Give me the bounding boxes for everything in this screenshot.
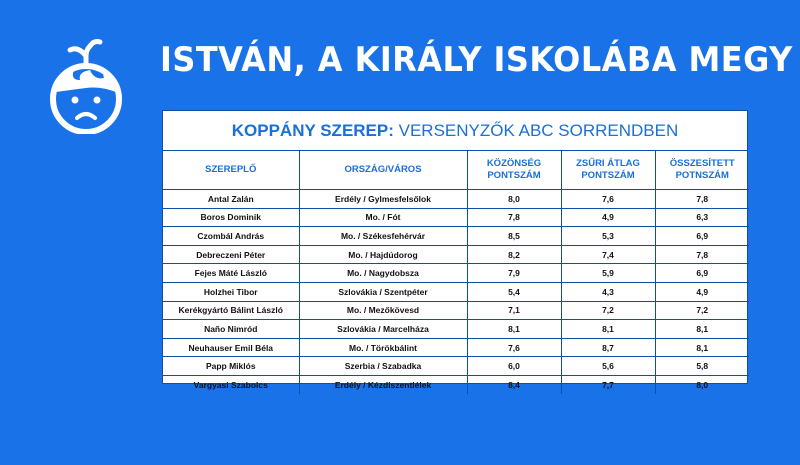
table-row — [163, 208, 749, 227]
cell-country: Szlovákia / Marcelháza — [299, 320, 467, 339]
cell-jury: 5,6 — [561, 357, 655, 376]
cell-country: Erdély / Kézdiszentlélek — [299, 375, 467, 393]
cell-name: Naño Nimród — [163, 320, 299, 339]
header-name: SZEREPLŐ — [163, 151, 299, 190]
cell-name: Czombál András — [163, 227, 299, 246]
cell-audience: 5,4 — [467, 282, 561, 301]
cell-total: 7,8 — [655, 245, 749, 264]
table-row — [163, 264, 749, 283]
cell-name: Neuhauser Emil Béla — [163, 338, 299, 357]
cell-name: Papp Miklós — [163, 357, 299, 376]
table-row — [163, 320, 749, 339]
cell-name: Fejes Máté László — [163, 264, 299, 283]
cell-total: 8,1 — [655, 338, 749, 357]
cell-audience: 8,4 — [467, 375, 561, 393]
cell-total: 7,8 — [655, 190, 749, 209]
cell-jury: 8,1 — [561, 320, 655, 339]
cell-name: Antal Zalán — [163, 190, 299, 209]
cell-audience: 8,0 — [467, 190, 561, 209]
panel-title-bold: KOPPÁNY SZEREP: — [231, 121, 394, 140]
page-title: ISTVÁN, A KIRÁLY ISKOLÁBA MEGY — [160, 40, 793, 80]
cell-total: 6,9 — [655, 264, 749, 283]
cell-audience: 7,8 — [467, 208, 561, 227]
cell-audience: 6,0 — [467, 357, 561, 376]
cell-name: Boros Dominik — [163, 208, 299, 227]
table-row — [163, 190, 749, 209]
header-jury: ZSŰRI ÁTLAG PONTSZÁM — [561, 151, 655, 190]
cell-audience: 7,9 — [467, 264, 561, 283]
results-table — [163, 151, 749, 394]
cell-country: Mo. / Törökbálint — [299, 338, 467, 357]
cell-total: 7,2 — [655, 301, 749, 320]
cell-total: 5,8 — [655, 357, 749, 376]
table-row — [163, 245, 749, 264]
cell-total: 6,3 — [655, 208, 749, 227]
cell-jury: 8,7 — [561, 338, 655, 357]
cell-country: Szerbia / Szabadka — [299, 357, 467, 376]
cell-total: 4,9 — [655, 282, 749, 301]
cell-jury: 7,4 — [561, 245, 655, 264]
table-row — [163, 227, 749, 246]
cell-name: Vargyasi Szabolcs — [163, 375, 299, 393]
cell-audience: 7,6 — [467, 338, 561, 357]
cell-country: Mo. / Székesfehérvár — [299, 227, 467, 246]
cell-jury: 4,3 — [561, 282, 655, 301]
cell-country: Mo. / Nagydobsza — [299, 264, 467, 283]
table-header-row — [163, 151, 749, 190]
cell-audience: 7,1 — [467, 301, 561, 320]
header-country: ORSZÁG/VÁROS — [299, 151, 467, 190]
table-row — [163, 301, 749, 320]
table-row — [163, 282, 749, 301]
sad-child-face-icon — [40, 36, 132, 134]
results-panel — [162, 110, 748, 390]
cell-audience: 8,1 — [467, 320, 561, 339]
header-audience: KÖZÖNSÉG PONTSZÁM — [467, 151, 561, 190]
cell-jury: 7,2 — [561, 301, 655, 320]
table-row — [163, 338, 749, 357]
cell-country: Mo. / Fót — [299, 208, 467, 227]
cell-jury: 5,9 — [561, 264, 655, 283]
cell-audience: 8,5 — [467, 227, 561, 246]
cell-jury: 4,9 — [561, 208, 655, 227]
header-total: ÖSSZESÍTETT POTNSZÁM — [655, 151, 749, 190]
cell-total: 8,0 — [655, 375, 749, 393]
panel-title — [163, 111, 747, 151]
cell-country: Erdély / Gylmesfelsőlok — [299, 190, 467, 209]
cell-name: Debreczeni Péter — [163, 245, 299, 264]
cell-name: Holzhei Tibor — [163, 282, 299, 301]
cell-country: Szlovákia / Szentpéter — [299, 282, 467, 301]
cell-jury: 7,7 — [561, 375, 655, 393]
cell-total: 8,1 — [655, 320, 749, 339]
table-row — [163, 375, 749, 393]
cell-jury: 5,3 — [561, 227, 655, 246]
cell-total: 6,9 — [655, 227, 749, 246]
table-row — [163, 357, 749, 376]
cell-country: Mo. / Hajdúdorog — [299, 245, 467, 264]
cell-country: Mo. / Mezőkövesd — [299, 301, 467, 320]
cell-name: Kerékgyártó Bálint László — [163, 301, 299, 320]
cell-jury: 7,6 — [561, 190, 655, 209]
panel-title-rest: VERSENYZŐK ABC SORRENDBEN — [393, 121, 679, 140]
cell-audience: 8,2 — [467, 245, 561, 264]
